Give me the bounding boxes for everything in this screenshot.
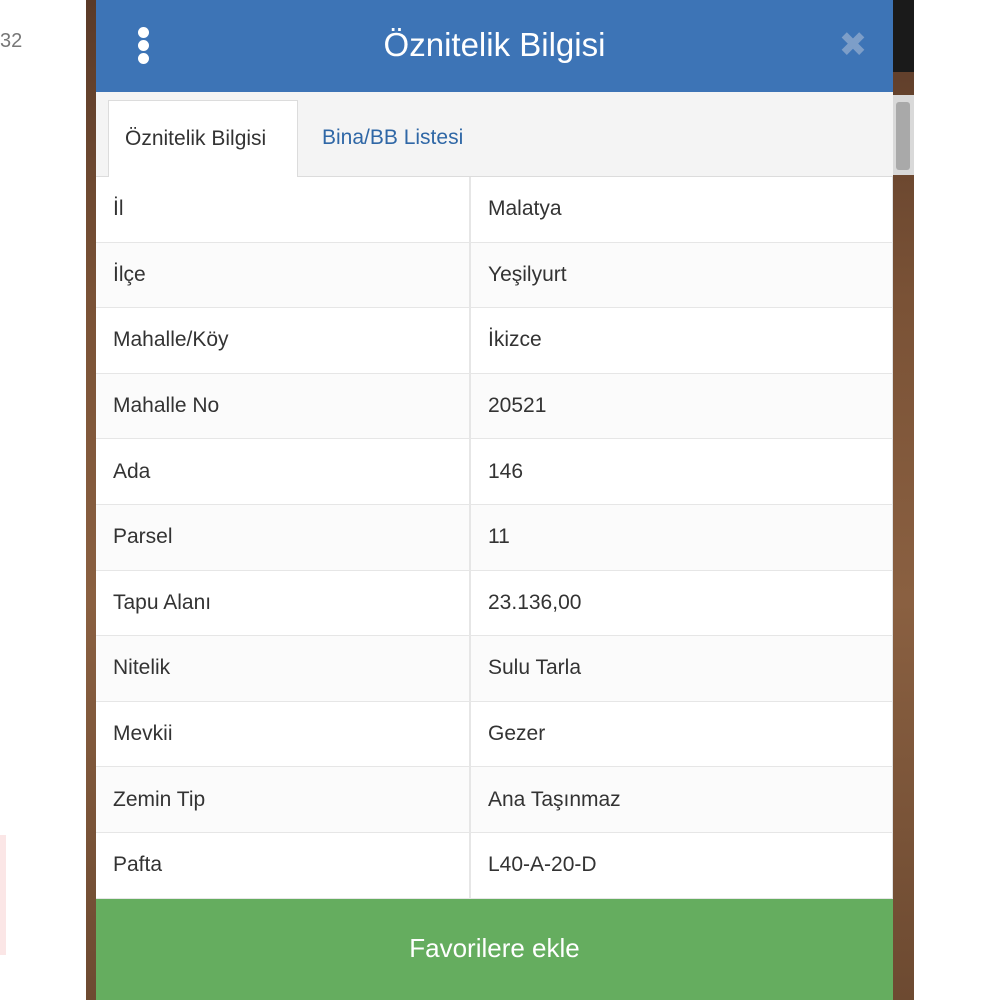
attribute-key: İl: [96, 177, 471, 242]
attribute-key: Mevkii: [96, 702, 471, 767]
attribute-table: [96, 177, 893, 899]
table-row: [96, 243, 892, 309]
attribute-value: Gezer: [488, 722, 546, 746]
attribute-value: 20521: [488, 394, 547, 418]
attribute-key: Ada: [96, 439, 471, 504]
table-row: [96, 636, 892, 702]
attribute-key: İlçe: [96, 243, 471, 308]
dialog-header: [96, 0, 893, 92]
table-row: [96, 505, 892, 571]
table-row: [96, 767, 892, 833]
scrollbar-thumb[interactable]: [896, 102, 910, 170]
map-corner: [893, 0, 914, 72]
attribute-key: Nitelik: [96, 636, 471, 701]
page-edge-mark: [0, 835, 6, 955]
attribute-key: Pafta: [96, 833, 471, 898]
close-icon[interactable]: ✖: [838, 26, 868, 64]
table-row: [96, 833, 892, 899]
table-row: [96, 308, 892, 374]
attribute-key: Zemin Tip: [96, 767, 471, 832]
attribute-value: Sulu Tarla: [488, 656, 582, 680]
tab-building-list[interactable]: Bina/BB Listesi: [322, 126, 464, 149]
attribute-key: Tapu Alanı: [96, 571, 471, 636]
attribute-value: 146: [488, 459, 524, 483]
dialog-title: Öznitelik Bilgisi: [383, 26, 606, 63]
attribute-key: Parsel: [96, 505, 471, 570]
attribute-value: Yeşilyurt: [488, 262, 567, 286]
vertical-dots-icon[interactable]: [134, 26, 154, 66]
attribute-key: Mahalle No: [96, 374, 471, 439]
attribute-info-dialog: [96, 0, 893, 1000]
table-row: [96, 439, 892, 505]
table-row: [96, 571, 892, 637]
attribute-value: Malatya: [488, 197, 562, 221]
attribute-key: Mahalle/Köy: [96, 308, 471, 373]
attribute-value: 11: [488, 525, 510, 549]
table-row: [96, 177, 892, 243]
attribute-value: İkizce: [488, 328, 542, 352]
attribute-value: Ana Taşınmaz: [488, 787, 621, 811]
tab-attribute-info[interactable]: Öznitelik Bilgisi: [108, 100, 298, 178]
table-row: [96, 702, 892, 768]
tab-bar: [96, 92, 893, 177]
add-to-favorites-button[interactable]: Favorilere ekle: [96, 899, 893, 1000]
page-edge-text: 32: [0, 30, 23, 52]
attribute-value: 23.136,00: [488, 590, 582, 614]
attribute-value: L40-A-20-D: [488, 853, 597, 877]
table-row: [96, 374, 892, 440]
